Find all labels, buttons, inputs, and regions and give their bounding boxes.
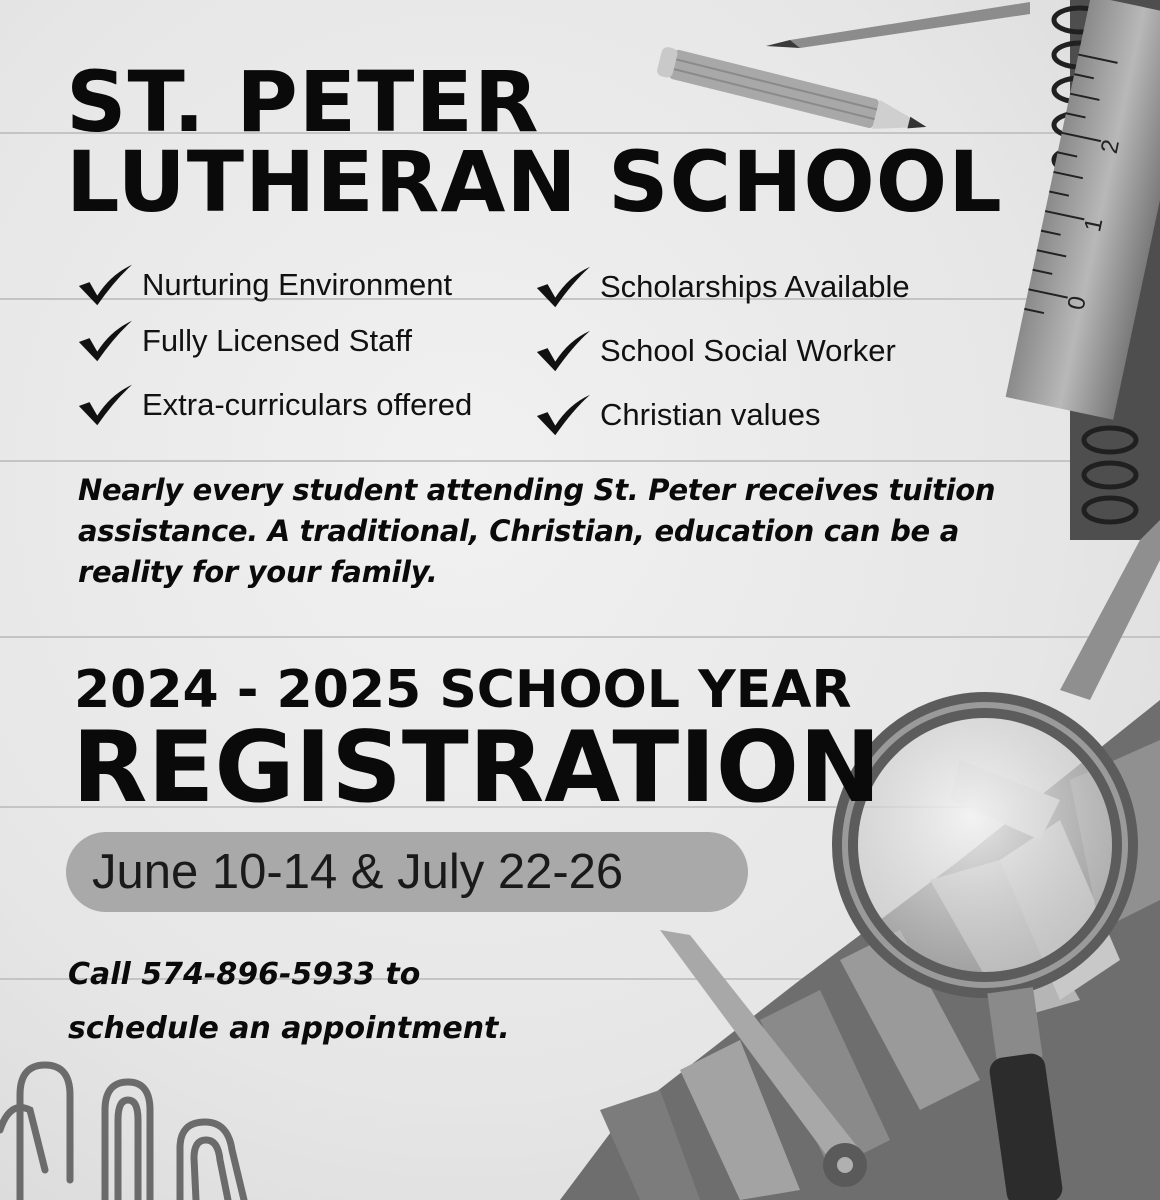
feature-label: Extra-curriculars offered xyxy=(142,387,473,422)
call-line-1: Call 574-896-5933 to xyxy=(68,957,421,992)
checkmark-icon xyxy=(534,328,592,374)
registration-dates-badge xyxy=(66,832,748,912)
title-line-2: LUTHERAN SCHOOL xyxy=(66,133,1003,231)
checkmark-icon xyxy=(76,382,134,428)
feature-label: Nurturing Environment xyxy=(142,267,453,302)
checkmark-icon xyxy=(534,392,592,438)
call-to-action xyxy=(68,948,510,1056)
pencil-icon xyxy=(766,2,1030,48)
feature-item xyxy=(534,264,910,310)
registration-heading: REGISTRATION xyxy=(72,711,882,825)
feature-item xyxy=(76,382,472,428)
feature-item xyxy=(534,392,821,438)
feature-item xyxy=(76,318,412,364)
tuition-assistance-text: Nearly every student attending St. Peter receives tuition assistance. A traditional, Christian, education can be a reality for your family. xyxy=(78,473,996,589)
title-line-1: ST. PETER xyxy=(66,53,540,151)
registration-dates: June 10-14 & July 22-26 xyxy=(92,845,624,899)
ruler-tick-label: 1 xyxy=(1079,215,1109,235)
checkmark-icon xyxy=(76,318,134,364)
call-line-2: schedule an appointment. xyxy=(68,1011,510,1046)
checkmark-icon xyxy=(76,262,134,308)
feature-item xyxy=(76,262,452,308)
feature-label: Christian values xyxy=(600,397,821,432)
checkmark-icon xyxy=(534,264,592,310)
paper-clip-icon xyxy=(0,1065,244,1200)
ruler-tick-label: 2 xyxy=(1095,137,1126,156)
school-year-heading: 2024 - 2025 SCHOOL YEAR xyxy=(74,660,852,720)
ruler-tick-label: 0 xyxy=(1062,293,1092,313)
feature-label: Fully Licensed Staff xyxy=(142,323,412,358)
feature-label: Scholarships Available xyxy=(600,269,910,304)
feature-item xyxy=(534,328,896,374)
school-name-title xyxy=(66,53,1003,231)
feature-label: School Social Worker xyxy=(600,333,896,368)
